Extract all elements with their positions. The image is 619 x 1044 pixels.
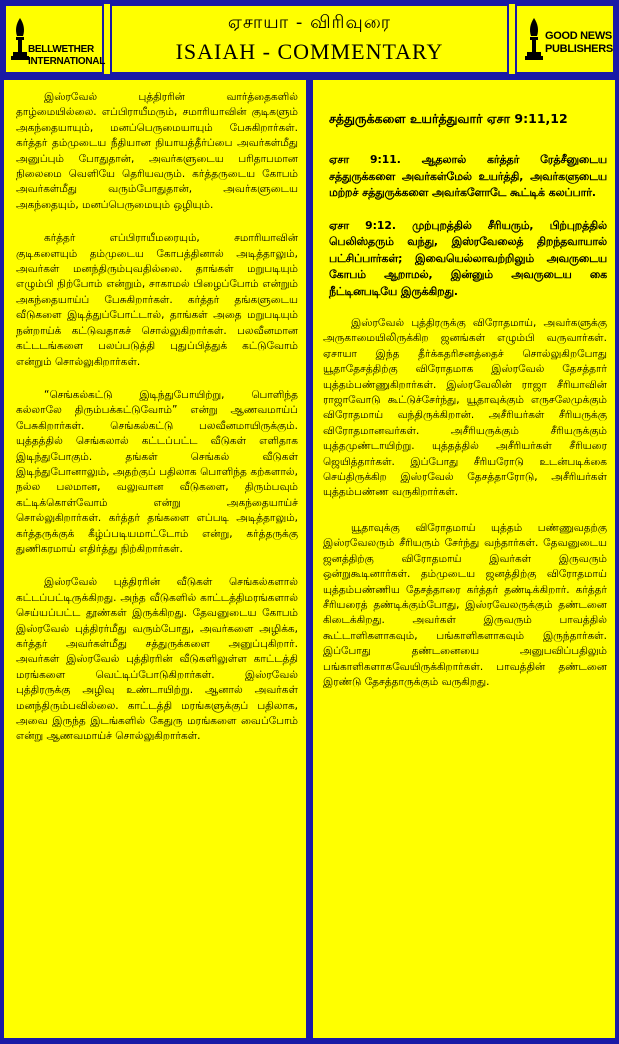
verse: ஏசா 9:11. ஆதலால் கர்த்தர் ரேத்சீனுடைய சத்துருக்களை அவர்கள்மேல் உயர்த்தி, அவர்களுடைய மற்றச் சத்துருக்களை அவர்களோடே கூட்டிக் கலப்பார்.: [329, 153, 607, 199]
bellwether-logo: [4, 4, 104, 74]
paragraph: “செங்கல்கட்டு இடிந்துபோயிற்று, பொளிந்த கல்லாலே திரும்பக்கட்டுவோம்” என்று ஆணவமாய்ப் பேசுகிறார்கள். செங்கல்கட்டு பலவீனமாயிருக்கும். யுத்தத்தில் செங்கலால் கட்டப்பட்ட வீடுகள் எளிதாக இடிந்துபோகும். தங்கள் செங்கல் வீடுகள் இடிந்துபோனாலும், அதற்குப் பதிலாக பொளிந்த கற்களால், நல்ல பலமான, வலுவான வீடுகளை, திரும்பவும் கட்டிக்கொள்வோம் என்று அகந்தையாய்ச் சொல்லுகிறார்கள். கர்த்தர் தங்களை எப்படி அடித்தாலும், கர்த்தருக்குக் கீழ்ப்படியமாட்டோம் என்று, கர்த்தருக்கு துணிகரமாய் எதிர்த்து நிற்கிறார்கள்.: [16, 388, 298, 555]
section-heading: சத்துருக்களை உயர்த்துவார் ஏசா 9:11,12: [329, 111, 568, 126]
logo-line-2: PUBLISHERS: [545, 43, 613, 55]
header: [4, 4, 615, 74]
paragraph: இஸ்ரவேல் புத்திரருக்கு விரோதமாய், அவர்களுக்கு அருகாமையிலிருக்கிற ஜனங்கள் எழும்பி வருவார்கள். ஏசாயா இந்த தீர்க்கதரிசனத்தைச் சொல்லுகிறபோது யூதாதேசத்திற்கு விரோதமாக இஸ்ரவேல் தேசத்தார் யுத்தம்பண்ணுகிறார்கள். இஸ்ரவேலின் ராஜா சீரியாவின் ராஜாவோடு கூட்டுச்சேர்ந்து, யூதாவுக்கும் எருசலேமுக்கும் விரோதமாய் வந்திருக்கிறான். அசீரியர்கள் சீரியருக்கு விரோதமானவர்கள். அசீரியருக்கும் சீரியருக்கும் யுத்தமுண்டாயிற்று. யுத்தத்தில் அசீரியர்கள் சீரியரை ஜெயித்தார்கள். இப்போது சீரியரோடு உடன்படிக்கை செய்திருக்கிற இஸ்ரவேல் தேசத்தாரோடு, அசீரியர்கள் யுத்தம்பண்ண வருகிறார்கள்.: [323, 317, 607, 499]
paragraph: கர்த்தர் எப்பிராயீமரையும், சமாரியாவின் குடிகளையும் தம்முடைய கோபத்தினால் அடித்தாலும், அவர்கள் மனந்திரும்புவதில்லை. தாங்கள் மறுபடியும் எழும்பி நிற்போம் என்றும், சாகாமல் பிழைப்போம் என்றும் அகந்தையாய்ப் பேசுகிறார்கள். கர்த்தர் தங்களுடைய வீடுகளை இடித்துப்போட்டால், தாங்கள் அதை மறுபடியும் நன்றாய்க் கட்டுவதாகச் சொல்லுகிறார்கள். பலவீனமான கட்டடங்களை பலப்படுத்தி புதுப்பித்துக் கட்டுவோம் என்றும் சொல்லுகிறார்கள்.: [16, 232, 298, 368]
good-news-logo: [515, 4, 615, 74]
title-box: [110, 4, 509, 74]
left-column: [4, 80, 306, 1038]
verse: ஏசா 9:12. முற்புறத்தில் சீரியரும், பிற்புறத்தில் பெலிஸ்தரும் வந்து, இஸ்ரவேலைத் திறந்தவாயால் பட்சிப்பார்கள்; இவையெல்லாவற்றிலும் அவருடைய கோபம் ஆறாமல், இன்னும் அவருடைய கை நீட்டினபடியே இருக்கிறது.: [329, 218, 607, 298]
logo-line-1: BELLWETHER: [28, 44, 94, 55]
bellwether-logo-text: [28, 44, 105, 68]
title-english: ISAIAH - COMMENTARY: [175, 39, 444, 64]
title-tamil: ஏசாயா - விரிவுரை: [227, 12, 392, 33]
paragraph: இஸ்ரவேல் புத்திரரின் வீடுகள் செங்கல்களால் கட்டப்பட்டிருக்கிறது. அந்த வீடுகளில் காட்டத்திமரங்களால் செய்யப்பட்ட தூண்கள் இருக்கிறது. தேவனுடைய கோபம் இஸ்ரவேல் புத்திரர்மீது வரும்போது, அவர்களை அழிக்க, கர்த்தர் அவர்கள்மீது சத்துருக்களை அனுப்புகிறார். அவர்கள் இஸ்ரவேல் புத்திரரின் வீடுகளிலுள்ள காட்டத்தி மரங்களை வெட்டிப்போடுகிறார்கள். இஸ்ரவேல் புத்திரருக்கு அழிவு உண்டாயிற்று. ஆனால் அவர்கள் மனந்திரும்பவில்லை. காட்டத்தி மரங்களுக்குப் பதிலாக, அவை இருந்த இடங்களில் கேதுரு மரங்களை வைப்போம் என்று ஆணவமாய்ச் சொல்லுகிறார்கள்.: [16, 576, 298, 743]
paragraph: இஸ்ரவேல் புத்திரரின் வார்த்தைகளில் தாழ்மையில்லை. எப்பிராயீமரும், சமாரியாவின் குடிகளும் அகந்தையாயும், மனப்பெருமையாயும் பேசுகிறார்கள். கர்த்தர் தம்முடைய நீதியான நியாயத்தீர்ப்பை அவர்கள்மீது அனுப்பும் போதுதான், அவர்களுடைய பரிதாபமான நிலைமை வெளியே தெரியவரும். கர்த்தருடைய கோபம் அவர்கள்மீது வரும்போதுதான், அவர்களுடைய அகந்தையும், மனப்பெருமையும் ஒழியும்.: [16, 91, 298, 211]
lamp-icon: [523, 16, 545, 62]
good-news-logo-text: [545, 30, 613, 56]
right-column: [313, 80, 615, 1038]
logo-line-1: GOOD NEWS: [545, 30, 612, 42]
paragraph: யூதாவுக்கு விரோதமாய் யுத்தம் பண்ணுவதற்கு இஸ்ரவேலரும் சீரியரும் சேர்ந்து வந்தார்கள். தேவனுடைய ஜனத்திற்கு விரோதமாய் இவர்கள் இருவரும் ஒன்றுகூடினார்கள். தம்முடைய ஜனத்திற்கு விரோதமாய் யுத்தம்பண்ணிய தேசத்தாரை கர்த்தர் தண்டிக்கிறார். கர்த்தர் சீரியரைத் தண்டிக்கும்போது, இஸ்ரவேலருக்கும் தண்டனை கிடைக்கிறது. அவர்கள் இருவரும் பாவத்தில் கூட்டாளிகளாகவும், பங்காளிகளாகவும் இருந்தார்கள். இப்போது தண்டனையை அனுபவிப்பதிலும் பங்காளிகளாகவேயிருக்கிறார்கள். பாவத்தின் தண்டனை இரண்டு தேசத்தாருக்கும் வருகிறது.: [323, 521, 607, 688]
lamp-icon: [10, 16, 30, 62]
logo-line-2: INTERNATIONAL: [28, 56, 106, 67]
